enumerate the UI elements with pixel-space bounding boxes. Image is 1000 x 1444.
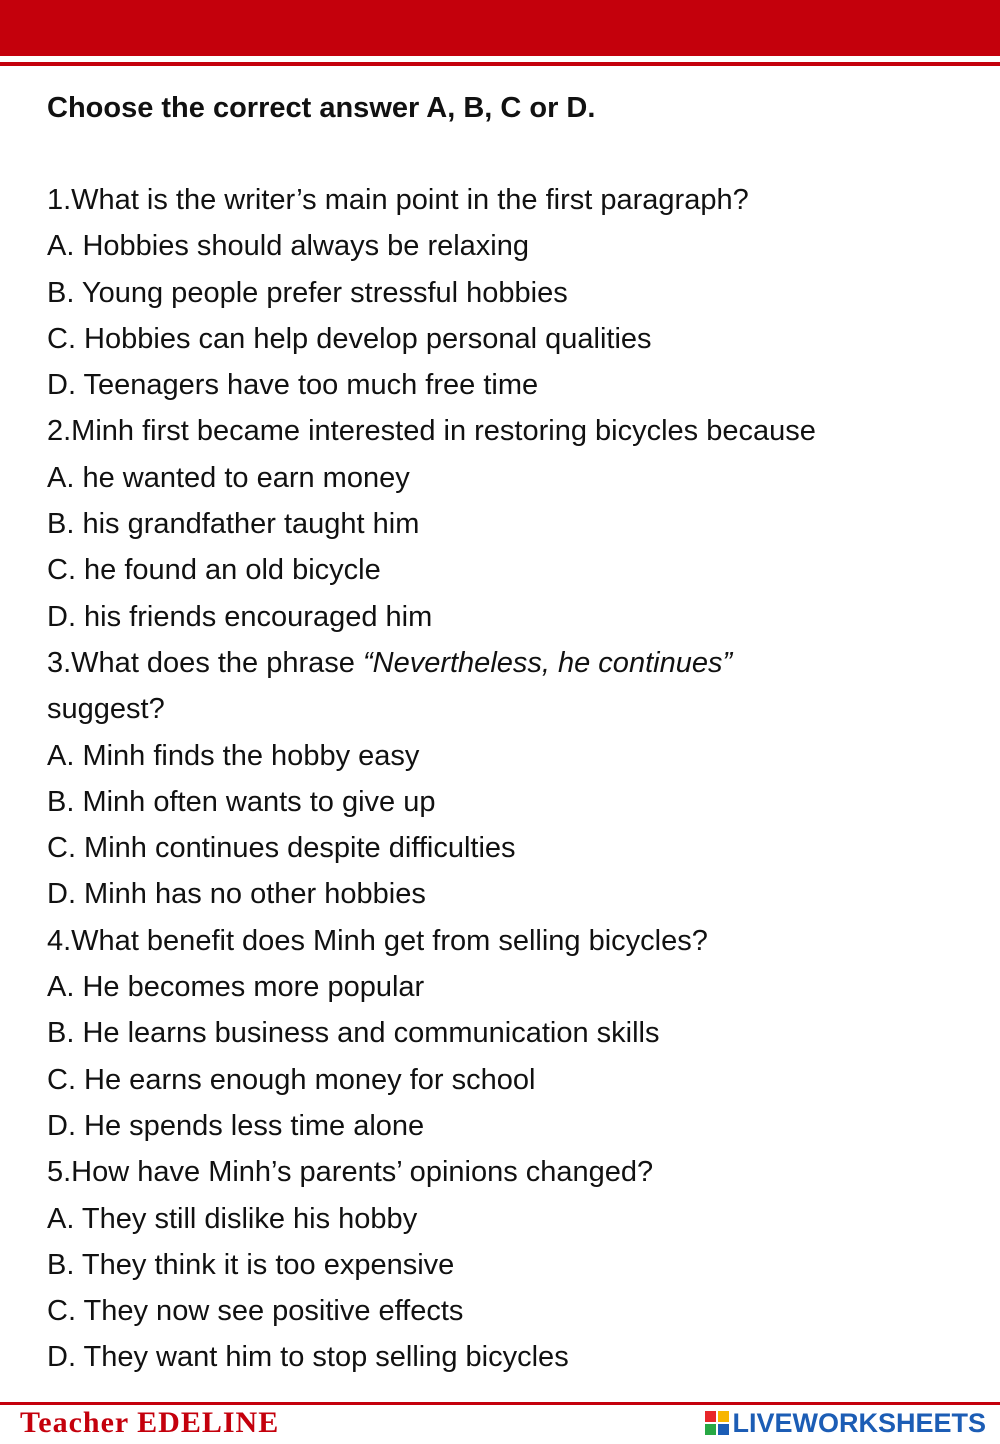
option-b[interactable]: B. He learns business and communication skills — [47, 1017, 660, 1050]
question-text: 4.What benefit does Minh get from selling bicycles? — [47, 924, 708, 957]
option-c[interactable]: C. he found an old bicycle — [47, 554, 381, 587]
footer-divider — [0, 1402, 1000, 1405]
liveworksheets-wordmark: LIVEWORKSHEETS — [732, 1407, 986, 1438]
option-a[interactable]: A. Hobbies should always be relaxing — [47, 230, 529, 263]
question-3 — [47, 640, 977, 918]
option-c[interactable]: C. Minh continues despite difficulties — [47, 832, 516, 865]
question-text: 1.What is the writer’s main point in the first paragraph? — [47, 184, 749, 216]
option-b[interactable]: B. Minh often wants to give up — [47, 785, 436, 818]
option-c[interactable]: C. Hobbies can help develop personal qualities — [47, 322, 652, 355]
option-a[interactable]: A. He becomes more popular — [47, 971, 425, 1004]
option-c[interactable]: C. They now see positive effects — [47, 1295, 464, 1328]
question-4 — [47, 918, 977, 1149]
option-a[interactable]: A. he wanted to earn money — [47, 461, 410, 494]
option-a[interactable]: A. Minh finds the hobby easy — [47, 739, 420, 772]
question-text-start: 3.What does the phrase — [47, 646, 363, 679]
option-b[interactable]: B. They think it is too expensive — [47, 1248, 455, 1281]
question-1 — [47, 177, 977, 408]
option-d[interactable]: D. his friends encouraged him — [47, 600, 433, 633]
option-a[interactable]: A. They still dislike his hobby — [47, 1202, 418, 1235]
option-d[interactable]: D. Teenagers have too much free time — [47, 369, 539, 402]
worksheet-content — [47, 85, 977, 1381]
header-bar — [0, 0, 1000, 56]
question-text: 5.How have Minh’s parents’ opinions changed? — [47, 1156, 654, 1189]
instruction: Choose the correct answer A, B, C or D. — [47, 92, 596, 124]
option-d[interactable]: D. They want him to stop selling bicycles — [47, 1341, 569, 1374]
question-text: 2.Minh first became interested in restoring bicycles because — [47, 415, 816, 448]
header-divider — [0, 62, 1000, 66]
option-b[interactable]: B. Young people prefer stressful hobbies — [47, 276, 568, 309]
question-2 — [47, 408, 977, 639]
teacher-name: Teacher EDELINE — [20, 1406, 280, 1439]
option-c[interactable]: C. He earns enough money for school — [47, 1063, 536, 1096]
question-5 — [47, 1149, 977, 1380]
option-b[interactable]: B. his grandfather taught him — [47, 508, 420, 541]
question-text — [47, 640, 977, 686]
liveworksheets-logo — [705, 1406, 986, 1440]
option-d[interactable]: D. Minh has no other hobbies — [47, 878, 426, 911]
quoted-phrase: “Nevertheless, he continues” — [362, 646, 733, 679]
liveworksheets-logo-icon — [705, 1411, 729, 1435]
question-text-continued: suggest? — [47, 693, 165, 726]
option-d[interactable]: D. He spends less time alone — [47, 1109, 425, 1142]
